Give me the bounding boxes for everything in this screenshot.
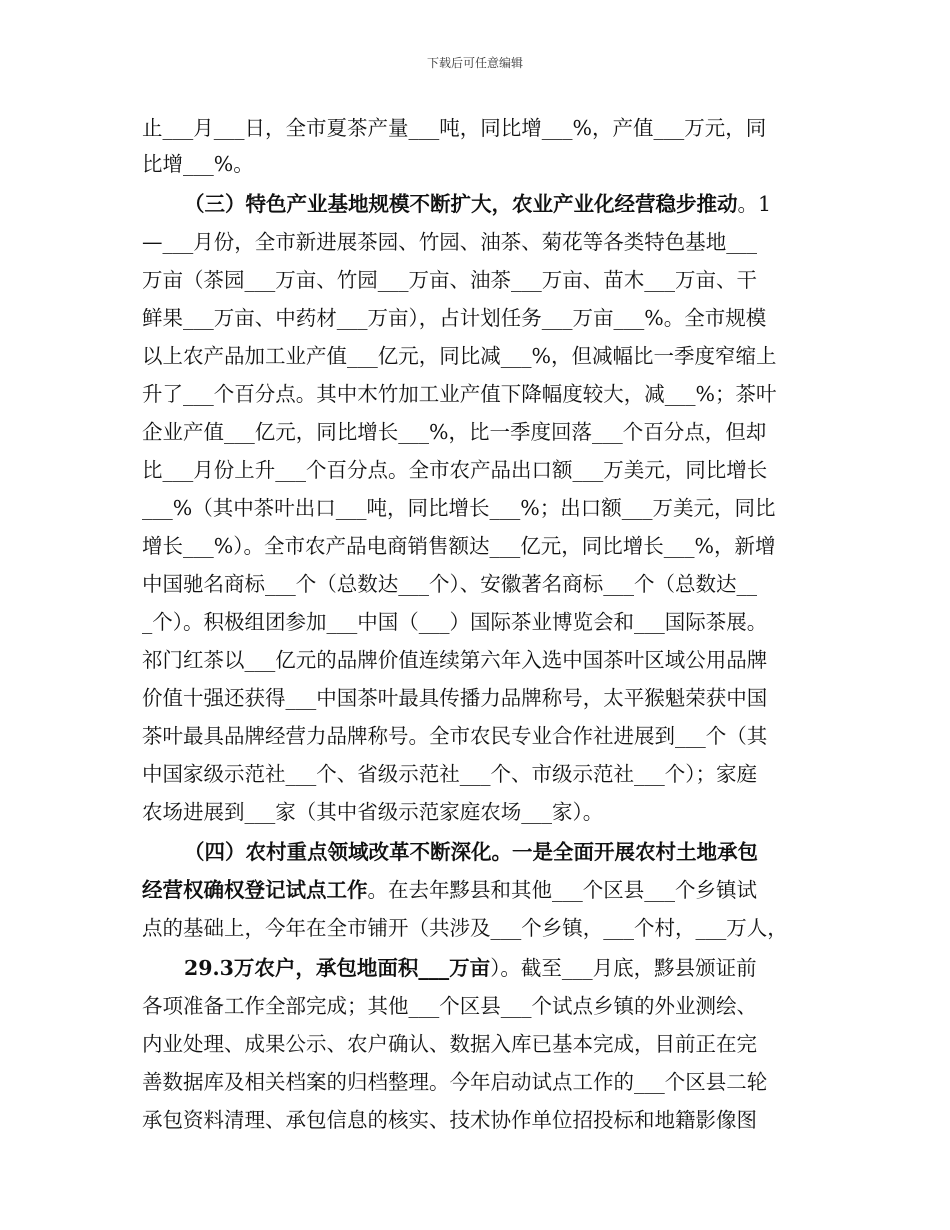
text-line bbox=[142, 1029, 822, 1059]
text-line bbox=[142, 341, 822, 371]
text-segment: 点的基础上，今年在全市铺开（共涉及___个乡镇，___个村，___万人， bbox=[142, 916, 788, 940]
text-line bbox=[142, 875, 822, 905]
text-segment: 价值十强还获得___中国茶叶最具传播力品牌称号，太平猴魁荣获中国 bbox=[142, 686, 768, 710]
bold-text-segment: （三）特色产业基地规模不断扩大，农业产业化经营稳步推动 bbox=[184, 192, 738, 216]
text-line bbox=[142, 265, 822, 295]
text-line bbox=[142, 913, 822, 943]
text-segment: 善数据库及相关档案的归档整理。今年启动试点工作的___个区县二轮 bbox=[142, 1070, 768, 1094]
text-line bbox=[142, 1105, 822, 1135]
text-segment: 比增___%。 bbox=[142, 152, 254, 176]
text-segment: 各项准备工作全部完成；其他___个区县___个试点乡镇的外业测绘、 bbox=[142, 994, 757, 1018]
text-segment: 农场进展到___家（其中省级示范家庭农场___家）。 bbox=[142, 800, 604, 824]
text-line bbox=[142, 227, 822, 257]
text-line bbox=[142, 721, 822, 751]
text-segment: 中国驰名商标___个（总数达___个）、安徽著名商标___个（总数达__ bbox=[142, 572, 757, 596]
text-segment: ）。截至___月底，黟县颁证前 bbox=[490, 956, 757, 980]
text-line bbox=[142, 455, 822, 485]
text-segment: 比___月份上升___个百分点。全市农产品出口额___万美元，同比增长 bbox=[142, 458, 768, 482]
text-line bbox=[142, 303, 822, 333]
text-line bbox=[142, 1067, 822, 1097]
text-segment: 。1 bbox=[737, 192, 772, 216]
text-line bbox=[142, 797, 822, 827]
text-line bbox=[142, 569, 822, 599]
text-line bbox=[142, 759, 822, 789]
text-line bbox=[184, 953, 824, 983]
text-line bbox=[142, 531, 822, 561]
text-segment: 鲜果___万亩、中药材___万亩），占计划任务___万亩___%。全市规模 bbox=[142, 306, 767, 330]
text-line bbox=[142, 379, 822, 409]
text-line bbox=[142, 607, 822, 637]
text-segment: 内业处理、成果公示、农户确认、数据入库已基本完成，目前正在完 bbox=[142, 1032, 757, 1056]
text-line bbox=[142, 991, 822, 1021]
text-line bbox=[142, 683, 822, 713]
text-segment: 。在去年黟县和其他___个区县___个乡镇试 bbox=[367, 878, 757, 902]
text-segment: ___%（其中茶叶出口___吨，同比增长___%；出口额___万美元，同比 bbox=[142, 496, 776, 520]
text-line bbox=[142, 493, 822, 523]
page-header: 下载后可任意编辑 bbox=[426, 56, 523, 70]
bold-text-segment: 29.3万农户，承包地面积___万亩 bbox=[184, 956, 491, 980]
text-segment: 中国家级示范社___个、省级示范社___个、市级示范社___个）；家庭 bbox=[142, 762, 757, 786]
text-segment: 增长___%）。全市农产品电商销售额达___亿元，同比增长___%，新增 bbox=[142, 534, 776, 558]
text-line bbox=[142, 149, 822, 179]
text-segment: 企业产值___亿元，同比增长___%，比一季度回落___个百分点，但却 bbox=[142, 420, 767, 444]
text-line bbox=[184, 837, 824, 867]
text-line bbox=[142, 645, 822, 675]
text-segment: _个）。积极组团参加___中国（___）国际茶业博览会和___国际茶展。 bbox=[142, 610, 768, 634]
text-segment: 祁门红茶以___亿元的品牌价值连续第六年入选中国茶叶区域公用品牌 bbox=[142, 648, 768, 672]
text-segment: 以上农产品加工业产值___亿元，同比减___%，但减幅比一季度窄缩上 bbox=[142, 344, 777, 368]
text-segment: 升了___个百分点。其中木竹加工业产值下降幅度较大，减___%；茶叶 bbox=[142, 382, 777, 406]
text-line bbox=[184, 189, 824, 219]
text-segment: 茶叶最具品牌经营力品牌称号。全市农民专业合作社进展到___个（其 bbox=[142, 724, 768, 748]
bold-text-segment: 经营权确权登记试点工作 bbox=[142, 878, 368, 902]
text-segment: 万亩（茶园___万亩、竹园___万亩、油茶___万亩、苗木___万亩、干 bbox=[142, 268, 757, 292]
bold-text-segment: （四）农村重点领域改革不断深化。一是全面开展农村土地承包 bbox=[184, 840, 758, 864]
text-line bbox=[142, 113, 822, 143]
text-segment: 承包资料清理、承包信息的核实、技术协作单位招投标和地籍影像图 bbox=[142, 1108, 757, 1132]
text-line bbox=[142, 417, 822, 447]
text-segment: —___月份，全市新进展茶园、竹园、油茶、菊花等各类特色基地___ bbox=[142, 230, 757, 254]
text-segment: 止___月___日，全市夏茶产量___吨，同比增___%，产值___万元，同 bbox=[142, 116, 767, 140]
